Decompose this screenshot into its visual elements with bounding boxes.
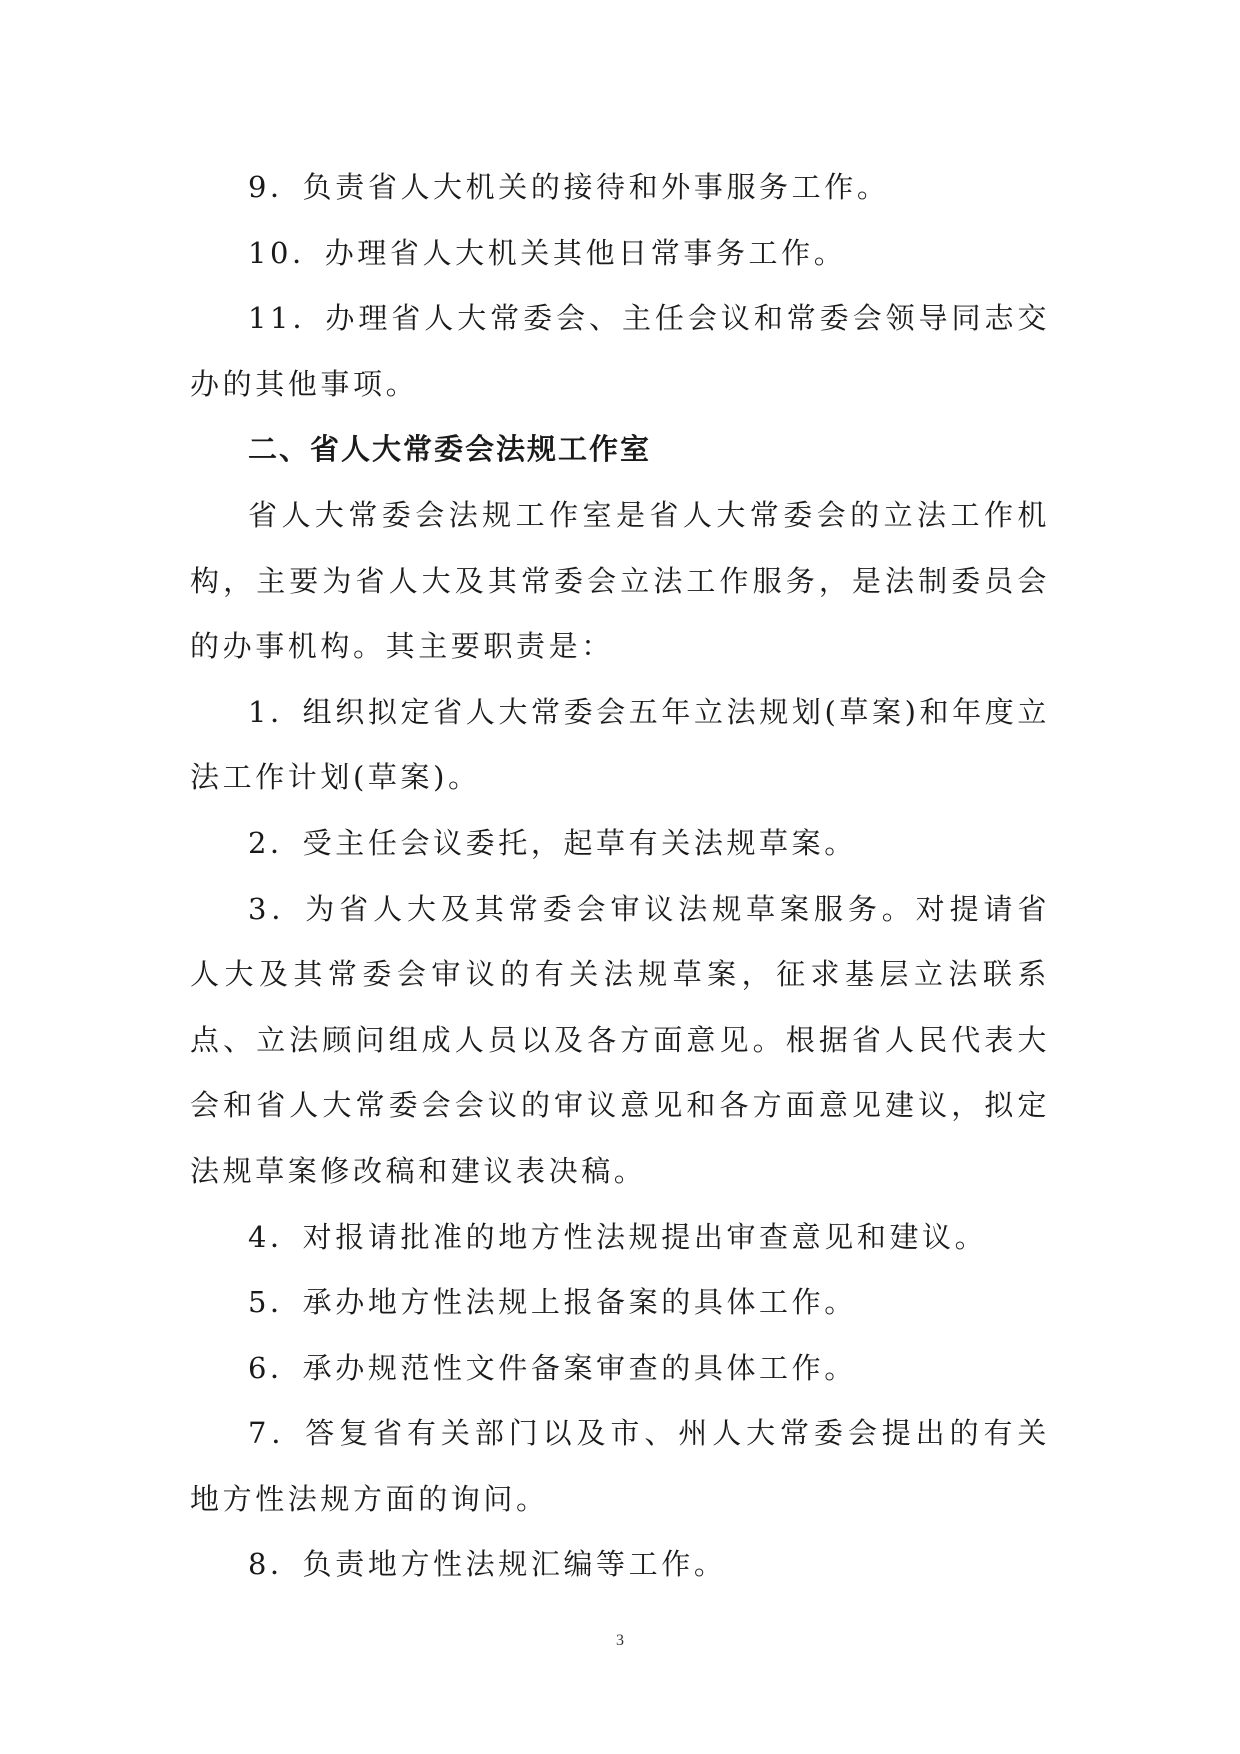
section-intro-paragraph: 省人大常委会法规工作室是省人大常委会的立法工作机构，主要为省人大及其常委会立法工作服务，是法制委员会的办事机构。其主要职责是： (190, 497, 1050, 664)
section-heading: 二、省人大常委会法规工作室 (248, 432, 652, 467)
duty-item-1: 1．组织拟定省人大常委会五年立法规划(草案)和年度立法工作计划(草案)。 (190, 694, 1050, 795)
paragraph-item-10: 10．办理省人大机关其他日常事务工作。 (248, 235, 847, 270)
duty-item-3: 3．为省人大及其常委会审议法规草案服务。对提请省人大及其常委会审议的有关法规草案，征求基层立法联系点、立法顾问组成人员以及各方面意见。根据省人民代表大会和省人大常委会会议的审议意见和各方面意见建议，拟定法规草案修改稿和建议表决稿。 (190, 891, 1050, 1188)
duty-item-5: 5．承办地方性法规上报备案的具体工作。 (248, 1285, 857, 1320)
duty-item-6: 6．承办规范性文件备案审查的具体工作。 (248, 1350, 857, 1385)
page-number: 3 (616, 1632, 624, 1649)
document-body (190, 155, 1050, 1598)
duty-item-7: 7．答复省有关部门以及市、州人大常委会提出的有关地方性法规方面的询问。 (190, 1416, 1050, 1516)
duty-item-4: 4．对报请批准的地方性法规提出审查意见和建议。 (248, 1219, 988, 1254)
duty-item-8: 8．负责地方性法规汇编等工作。 (248, 1547, 727, 1582)
duty-item-2: 2．受主任会议委托，起草有关法规草案。 (248, 825, 857, 860)
paragraph-item-11: 11．办理省人大常委会、主任会议和常委会领导同志交办的其他事项。 (190, 301, 1050, 401)
paragraph-item-9: 9．负责省人大机关的接待和外事服务工作。 (248, 170, 890, 204)
